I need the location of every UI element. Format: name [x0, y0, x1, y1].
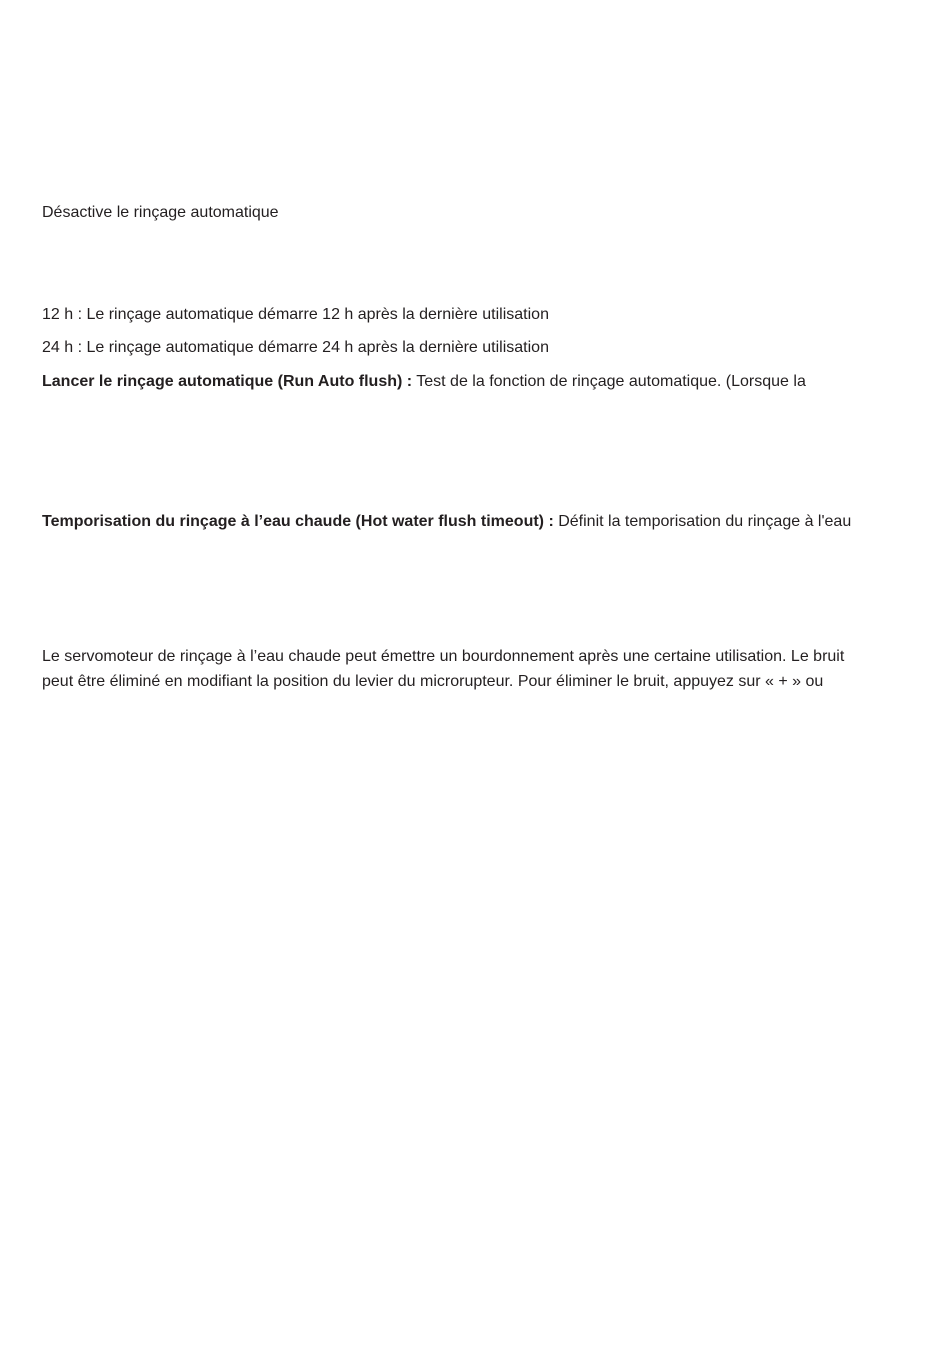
run-auto-flush-description: Test de la fonction de rinçage automatique. (Lorsque la: [412, 373, 806, 390]
option-24h-text: [42, 338, 549, 358]
servo-paragraph-line-1: [42, 647, 844, 667]
servo-paragraph-line-2: [42, 672, 823, 692]
run-auto-flush-paragraph: [42, 372, 806, 392]
hot-water-timeout-description: Définit la temporisation du rinçage à l'eau: [553, 513, 852, 530]
servo-paragraph-text-1: Le servomoteur de rinçage à l’eau chaude peut émettre un bourdonnement après une certaine utilisation. Le bruit: [42, 648, 845, 665]
hot-water-timeout-paragraph: [42, 512, 851, 532]
servo-paragraph-text-2: peut être éliminé en modifiant la position du levier du microrupteur. Pour éliminer le bruit, appuyez sur « + » ou: [42, 673, 824, 690]
disable-auto-flush-label: Désactive le rinçage automatique: [42, 204, 279, 221]
option-12h-text: [42, 305, 549, 325]
disable-auto-flush-text: [42, 203, 279, 223]
hot-water-timeout-term: Temporisation du rinçage à l’eau chaude (Hot water flush timeout) :: [42, 513, 554, 530]
option-24h-label: 24 h : Le rinçage automatique démarre 24 h après la dernière utilisation: [42, 339, 549, 356]
option-12h-label: 12 h : Le rinçage automatique démarre 12 h après la dernière utilisation: [42, 306, 549, 323]
run-auto-flush-term: Lancer le rinçage automatique (Run Auto flush) :: [42, 373, 413, 390]
